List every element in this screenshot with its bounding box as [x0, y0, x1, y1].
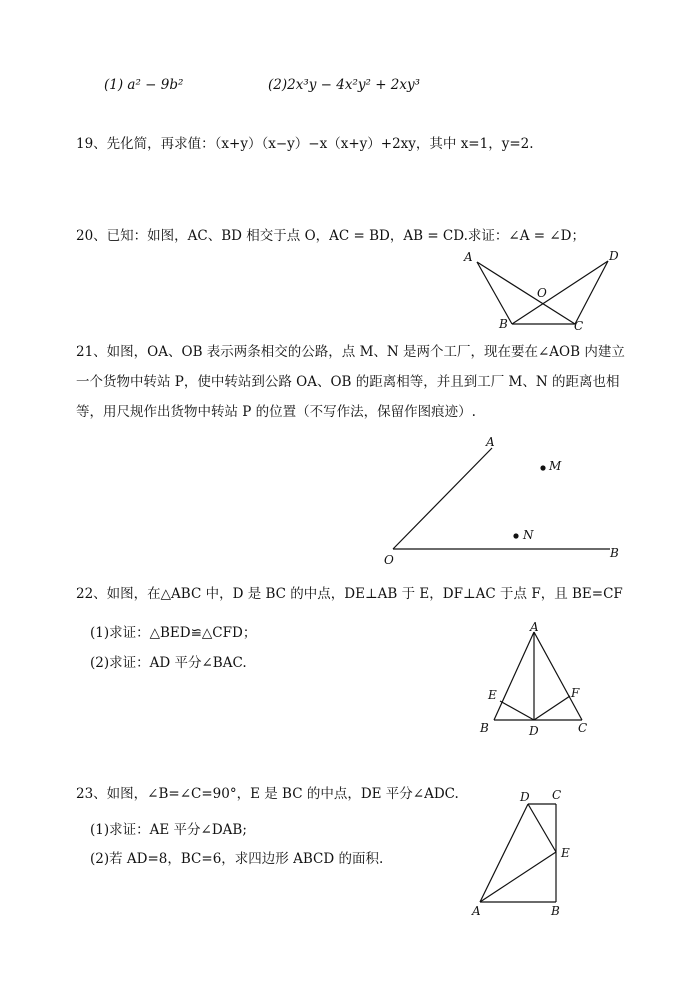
label-o: O	[384, 553, 394, 567]
point-n	[513, 533, 518, 538]
q21-line2: 一个货物中转站 P，使中转站到公路 OA、OB 的距离相等，并且到工厂 M、N 的距离也相	[76, 374, 620, 390]
q20-text: 20、已知：如图，AC、BD 相交于点 O，AC = BD，AB = CD.求证：∠A = ∠D；	[76, 228, 585, 244]
label-o: O	[537, 286, 547, 300]
label-f: F	[571, 686, 580, 700]
q21-figure	[380, 435, 630, 570]
segment-cd	[575, 261, 608, 324]
q18-part2: (2)2x³y − 4x²y² + 2xy³	[268, 77, 421, 93]
q21-line3: 等，用尺规作出货物中转站 P 的位置（不写作法，保留作图痕迹）.	[76, 404, 476, 420]
label-d: D	[529, 724, 539, 738]
label-c: C	[552, 788, 562, 802]
segment-ac	[534, 632, 582, 720]
label-a: A	[486, 435, 495, 449]
label-a: A	[472, 904, 481, 918]
label-b: B	[480, 721, 489, 735]
label-n: N	[523, 528, 534, 542]
label-e: E	[488, 688, 497, 702]
segment-de	[500, 701, 534, 720]
q23-sub2: (2)若 AD=8，BC=6，求四边形 ABCD 的面积.	[90, 851, 384, 867]
label-b: B	[551, 904, 560, 918]
label-b: B	[499, 317, 508, 331]
segment-da	[480, 804, 528, 902]
q20-figure	[455, 248, 625, 338]
label-d: D	[609, 249, 619, 263]
segment-df	[534, 696, 570, 720]
q23-figure	[462, 785, 592, 920]
q22-sub1: (1)求证：△BED≌△CFD；	[90, 625, 257, 641]
q18-part1: (1) a² − 9b²	[104, 77, 184, 93]
point-m	[540, 465, 545, 470]
label-c: C	[578, 721, 588, 735]
q23-sub1: (1)求证：AE 平分∠DAB;	[90, 822, 247, 838]
label-m: M	[549, 459, 562, 473]
label-a: A	[464, 250, 473, 264]
q19-text: 19、先化简，再求值：（x+y）（x−y）−x（x+y）+2xy，其中 x=1，y=2.	[76, 136, 534, 152]
segment-de	[528, 804, 556, 852]
label-c: C	[574, 319, 584, 333]
q22-figure	[472, 618, 602, 743]
q22-stem: 22、如图，在△ABC 中，D 是 BC 的中点，DE⊥AB 于 E，DF⊥AC 于点 F，且 BE=CF	[76, 586, 623, 602]
q21-line1: 21、如图，OA、OB 表示两条相交的公路，点 M、N 是两个工厂，现在要在∠AOB 内建立	[76, 344, 625, 360]
ray-oa	[393, 448, 492, 549]
segment-ab	[494, 632, 534, 720]
segment-ae	[480, 852, 556, 902]
label-d: D	[520, 790, 530, 804]
q22-sub2: (2)求证：AD 平分∠BAC.	[90, 655, 247, 671]
label-b: B	[610, 546, 619, 560]
segment-ab	[477, 262, 512, 324]
label-e: E	[561, 846, 570, 860]
label-a: A	[530, 620, 539, 634]
q23-stem: 23、如图，∠B=∠C=90°，E 是 BC 的中点，DE 平分∠ADC.	[76, 786, 459, 802]
